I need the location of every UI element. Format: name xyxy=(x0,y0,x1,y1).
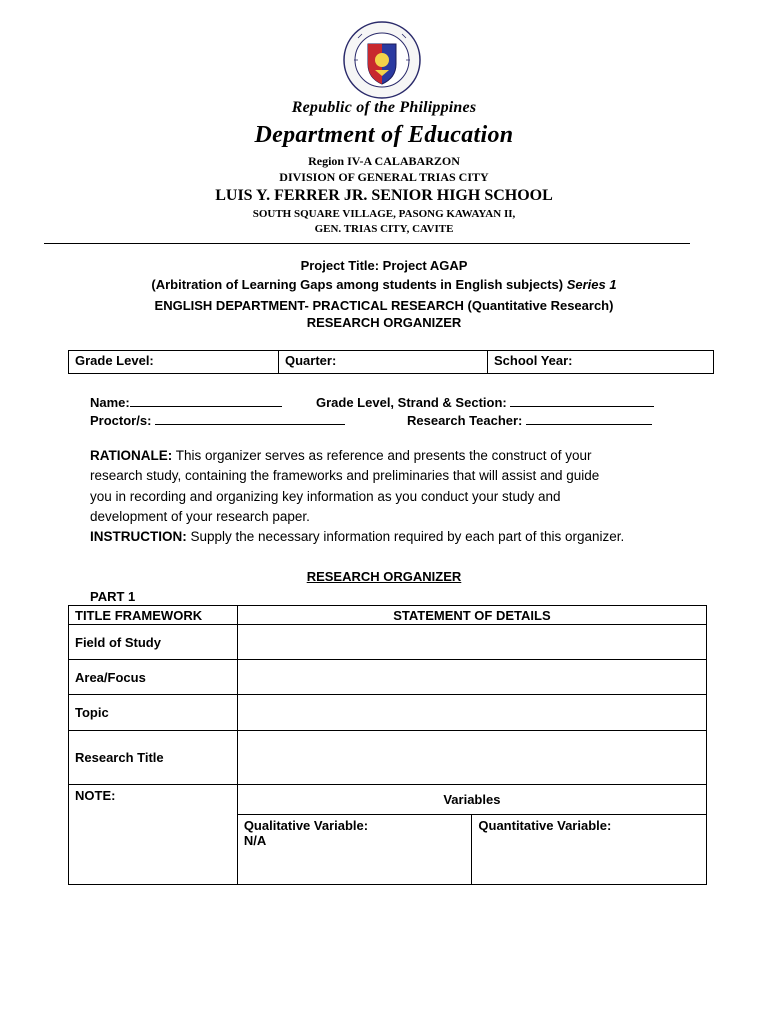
research-organizer-table xyxy=(68,605,707,885)
instruction-label: INSTRUCTION: xyxy=(90,529,187,545)
row-label-field-of-study: Field of Study xyxy=(69,625,238,660)
address-line-2: GEN. TRIAS CITY, CAVITE xyxy=(314,223,454,235)
quarter-cell[interactable]: Quarter: xyxy=(279,351,488,373)
rationale-line-3: you in recording and organizing key information as you conduct your study and xyxy=(90,488,561,504)
row-label-research-title: Research Title xyxy=(69,731,238,785)
republic-heading: Republic of the Philippines xyxy=(291,99,477,116)
field-of-study-input[interactable] xyxy=(237,625,706,660)
grade-strand-section-field[interactable] xyxy=(316,394,654,410)
part-label: PART 1 xyxy=(90,589,136,604)
division-line: DIVISION OF GENERAL TRIAS CITY xyxy=(279,170,489,184)
qualitative-variable-cell[interactable] xyxy=(237,815,472,885)
table-row xyxy=(69,695,707,731)
quantitative-variable-label: Quantitative Variable: xyxy=(478,818,612,833)
table-row xyxy=(69,731,707,785)
note-cell[interactable] xyxy=(69,785,238,885)
qualitative-variable-value: N/A xyxy=(243,833,267,848)
organizer-label: RESEARCH ORGANIZER xyxy=(306,315,462,330)
project-subtitle xyxy=(0,277,768,292)
quantitative-variable-cell[interactable] xyxy=(472,815,707,885)
instruction-text: Supply the necessary information required by each part of this organizer. xyxy=(186,529,625,545)
area-focus-input[interactable] xyxy=(237,660,706,695)
rationale-label: RATIONALE: xyxy=(90,448,173,463)
variables-header: Variables xyxy=(237,785,706,815)
school-year-cell[interactable]: School Year: xyxy=(494,353,573,368)
rationale-line-4: development of your research paper. xyxy=(90,508,310,524)
department-heading: Department of Education xyxy=(254,122,514,148)
proctor-label: Proctor/s: xyxy=(90,413,152,428)
grade-quarter-year-bar xyxy=(68,350,714,374)
rationale-line-1: This organizer serves as reference and presents the construct of your xyxy=(172,448,592,463)
grade-strand-section-label: Grade Level, Strand & Section: xyxy=(316,395,507,410)
row-label-area-focus: Area/Focus xyxy=(69,660,238,695)
project-subtitle-main: (Arbitration of Learning Gaps among students in English subjects) xyxy=(151,277,564,292)
rationale-paragraph xyxy=(90,446,690,547)
research-organizer-heading: RESEARCH ORGANIZER xyxy=(306,569,462,584)
row-label-topic: Topic xyxy=(69,695,238,731)
statement-of-details-header: STATEMENT OF DETAILS xyxy=(237,606,706,625)
name-field[interactable] xyxy=(90,394,282,410)
address-line-1: SOUTH SQUARE VILLAGE, PASONG KAWAYAN II, xyxy=(252,208,516,220)
school-name: LUIS Y. FERRER JR. SENIOR HIGH SCHOOL xyxy=(215,187,553,204)
header-divider xyxy=(44,243,690,244)
table-header-row xyxy=(69,606,707,625)
title-framework-header: TITLE FRAMEWORK xyxy=(69,606,238,625)
deped-seal-logo xyxy=(342,20,422,100)
topic-input[interactable] xyxy=(237,695,706,731)
region-line: Region IV-A CALABARZON xyxy=(308,154,460,168)
proctor-field[interactable] xyxy=(90,412,345,428)
qualitative-variable-label: Qualitative Variable: xyxy=(243,818,369,833)
table-row xyxy=(69,785,707,815)
research-teacher-blank[interactable] xyxy=(526,412,652,425)
name-label: Name: xyxy=(90,395,130,410)
proctor-blank[interactable] xyxy=(155,412,345,425)
table-row xyxy=(69,660,707,695)
research-title-input[interactable] xyxy=(237,731,706,785)
grade-strand-section-blank[interactable] xyxy=(510,394,654,407)
department-line: ENGLISH DEPARTMENT- PRACTICAL RESEARCH (Quantitative Research) xyxy=(154,298,614,313)
rationale-line-2: research study, containing the frameworks and preliminaries that will assist and guide xyxy=(90,468,600,484)
grade-level-cell[interactable]: Grade Level: xyxy=(69,351,279,373)
name-blank[interactable] xyxy=(130,394,282,407)
note-label: NOTE: xyxy=(75,788,116,803)
research-teacher-label: Research Teacher: xyxy=(407,413,523,428)
project-series: Series 1 xyxy=(566,277,617,292)
project-title: Project Title: Project AGAP xyxy=(300,258,468,273)
instruction-line xyxy=(90,527,690,547)
research-teacher-field[interactable] xyxy=(407,412,652,428)
table-row xyxy=(69,625,707,660)
